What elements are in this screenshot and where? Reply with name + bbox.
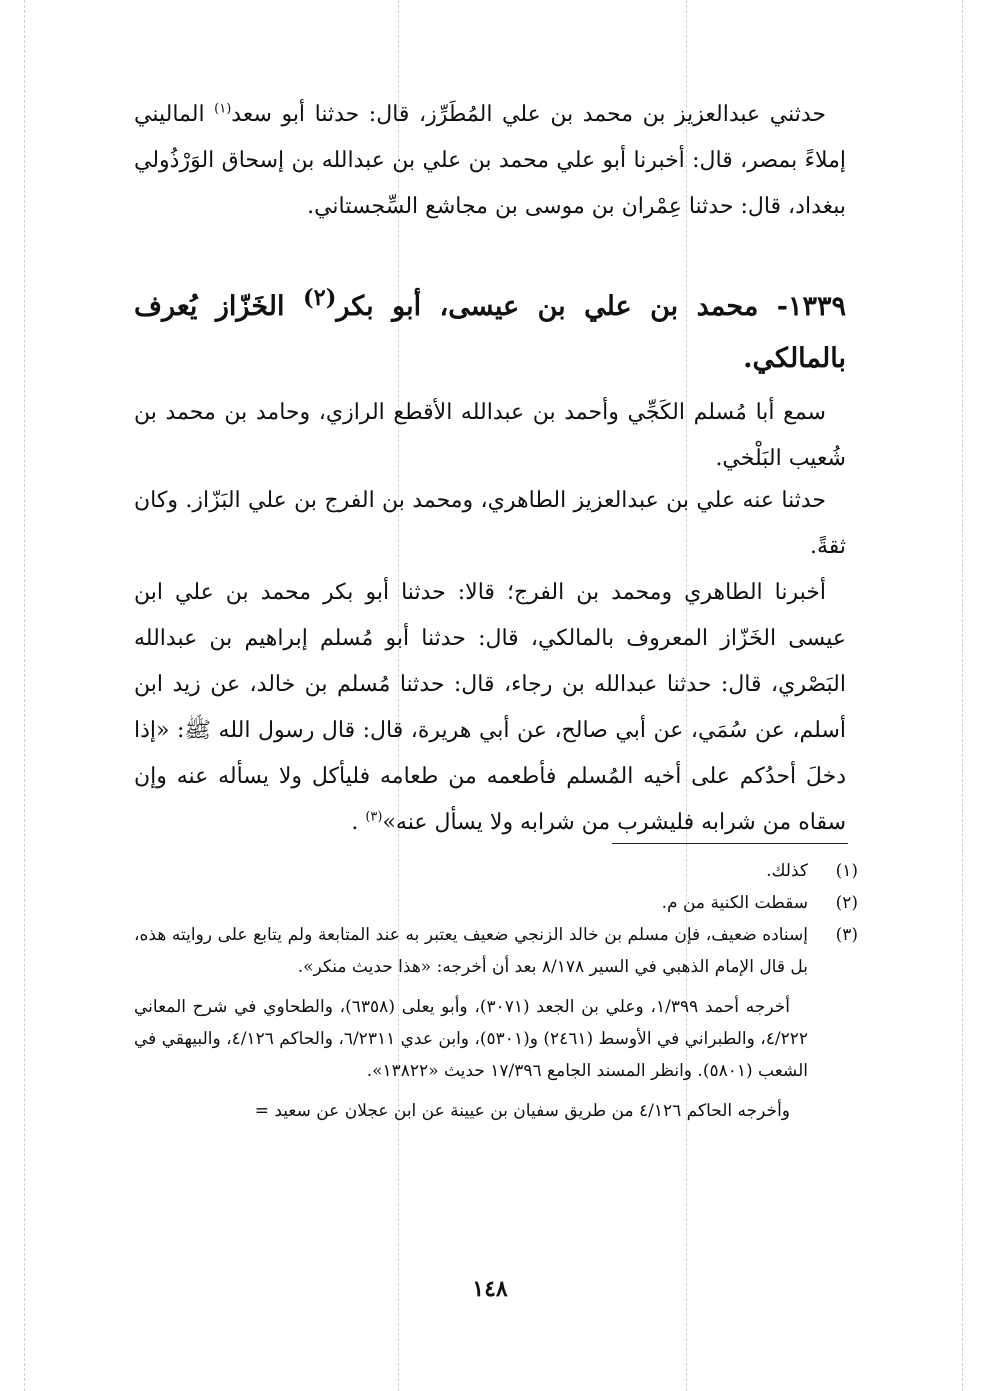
paragraph-end: . [351,810,359,835]
footnote-ref: (١) [214,101,232,117]
footnote-number: (١) [835,861,858,881]
scan-guide-line [24,0,25,1391]
paragraph-students [134,478,846,570]
footnotes-section [134,855,858,1127]
footnote-text: إسناده ضعيف، فإن مسلم بن خالد الزنجي ضعيف يعتبر به عند المتابعة ولم يتابع على روايته هذه، بل قال الإمام الذهبي في السير ٨/١٧٨ بعد أن أخرجه: «هذا حديث منكر». [134,925,808,977]
paragraph-text: حدثني عبدالعزيز بن محمد بن علي المُطَرِّز، قال: حدثنا أبو سعد [231,102,826,127]
footnote-ref: (٢) [302,285,337,311]
paragraph-text: أخبرنا الطاهري ومحمد بن الفرج؛ قالا: حدثنا أبو بكر محمد بن علي ابن عيسى الخَزّاز المعروف بالمالكي، قال: حدثنا أبو مُسلم إبراهيم بن عبدالله البَصْري، قال: حدثنا عبدالله بن رجاء، قال: حدثنا مُسلم بن خالد، عن زيد ابن أسلم، عن سُمَي، عن أبي صالح، عن أبي هريرة، قال: قال رسول الله ﷺ: «إذا دخلَ أحدُكم على أخيه المُسلم فأطعمه من طعامه فليأكل ولا يسأله عنه وإن سقاه من شرابه فليشرب من شرابه ولا يسأل عنه» [134,580,846,835]
footnote [134,919,858,983]
footnote-number: (٢) [835,893,858,913]
footnote-continuation: وأخرجه الحاكم ٤/١٢٦ من طريق سفيان بن عيينة عن ابن عجلان عن سعيد = [254,1101,790,1121]
paragraph-hadith [134,570,846,846]
footnote-continuation: أخرجه أحمد ١/٣٩٩، وعلي بن الجعد (٣٠٧١)، وأبو يعلى (٦٣٥٨)، والطحاوي في شرح المعاني ٤/٢٢٢، والطبراني في الأوسط (٢٤٦١) و(٥٣٠١)، وابن عدي ٦/٢٣١١، والحاكم ٤/١٢٦، والبيهقي في الشعب (٥٨٠١). وانظر المسند الجامع ١٧/٣٩٦ حديث «١٣٨٢٢». [134,997,809,1081]
footnote [134,887,858,919]
paragraph-text: سمع أبا مُسلم الكَجِّي وأحمد بن عبدالله الأقطع الرازي، وحامد بن محمد بن شُعيب البَلْخي. [134,400,846,471]
entry-title-rest: الخَزّاز يُعرف بالمالكي. [134,291,846,374]
paragraph-text: حدثنا عنه علي بن عبدالعزيز الطاهري، ومحمد بن الفرج بن علي البَزّاز. وكان ثقةً. [134,488,846,559]
entry-heading [134,272,846,385]
paragraph-isnad [134,92,846,230]
paragraph-teachers [134,390,846,482]
page-number: ١٤٨ [472,1276,508,1302]
footnote-number: (٣) [835,925,858,945]
footnote-ref: (٣) [365,809,383,825]
footnote-text: سقطت الكنية من م. [661,893,808,913]
scan-guide-line [962,0,963,1391]
entry-title: محمد بن علي بن عيسى، أبو بكر [336,291,759,322]
entry-number: ١٣٣٩- [776,291,847,322]
footnote-divider [612,843,848,844]
footnote [134,855,858,887]
footnote-text: كذلك. [766,861,808,881]
paragraph-text: الماليني إملاءً بمصر، قال: أخبرنا أبو علي محمد بن علي بن عبدالله بن إسحاق الوَرْذُولي ببغداد، قال: حدثنا عِمْران بن موسى بن مجاشع السِّجستاني. [134,102,846,219]
